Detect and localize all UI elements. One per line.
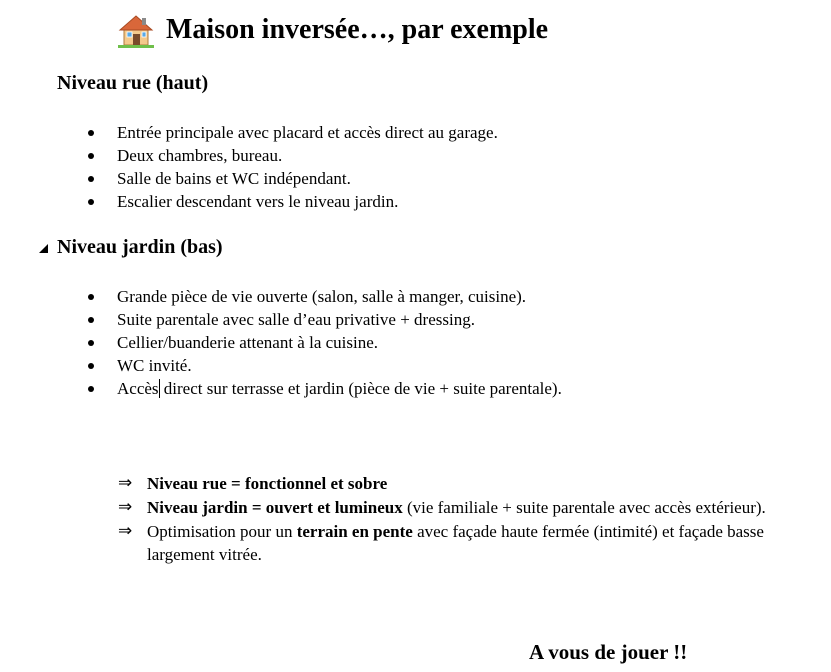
list-item bbox=[86, 377, 562, 400]
list-item bbox=[86, 331, 562, 354]
list-item bbox=[86, 167, 498, 190]
bullet-icon bbox=[88, 130, 94, 136]
list-item bbox=[86, 190, 498, 213]
conclusion-item bbox=[118, 496, 808, 519]
list-item-text: Accès bbox=[117, 379, 159, 398]
page-title bbox=[118, 10, 548, 50]
bullet-icon bbox=[88, 386, 94, 392]
section-heading-niveau-rue: Niveau rue (haut) bbox=[57, 72, 209, 94]
list-item-text: Entrée principale avec placard et accès direct au garage. bbox=[117, 123, 498, 142]
collapse-triangle-icon[interactable] bbox=[37, 242, 49, 254]
bullet-icon bbox=[88, 153, 94, 159]
bullet-icon bbox=[88, 176, 94, 182]
bullet-icon bbox=[88, 363, 94, 369]
conclusion-list bbox=[118, 472, 808, 567]
conclusion-item bbox=[118, 520, 808, 566]
list-item bbox=[86, 144, 498, 167]
bullet-icon bbox=[88, 317, 94, 323]
conclusion-bold-text: Niveau jardin = ouvert et lumineux bbox=[147, 498, 403, 517]
list-item-text: Grande pièce de vie ouverte (salon, salle à manger, cuisine). bbox=[117, 287, 527, 306]
section-heading-text: Niveau jardin (bas) bbox=[57, 236, 223, 258]
list-item-text: Salle de bains et WC indépendant. bbox=[117, 169, 351, 188]
list-item-text: WC invité. bbox=[117, 356, 192, 375]
list-item bbox=[86, 354, 562, 377]
implies-arrow-icon: ⇒ bbox=[118, 473, 133, 493]
closing-text: A vous de jouer !! bbox=[529, 640, 688, 664]
list-item-text: Cellier/buanderie attenant à la cuisine. bbox=[117, 333, 379, 352]
conclusion-bold-text: Niveau rue = fonctionnel et sobre bbox=[147, 474, 388, 493]
list-item bbox=[86, 121, 498, 144]
section-heading-niveau-jardin bbox=[37, 236, 223, 259]
conclusion-item bbox=[118, 472, 808, 495]
bullet-icon bbox=[88, 294, 94, 300]
bullet-icon bbox=[88, 199, 94, 205]
conclusion-text: (vie familiale + suite parentale avec accès extérieur). bbox=[402, 498, 766, 517]
bullet-list-niveau-rue bbox=[86, 121, 498, 213]
implies-arrow-icon: ⇒ bbox=[118, 497, 133, 517]
list-item-text: Suite parentale avec salle d’eau privative + dressing. bbox=[117, 310, 475, 329]
conclusion-text: Optimisation pour un bbox=[147, 522, 297, 541]
house-icon bbox=[118, 12, 154, 48]
conclusion-text: avec façade haute fermée (intimité) et façade basse largement vitrée. bbox=[147, 522, 764, 564]
conclusion-bold-text: terrain en pente bbox=[296, 522, 413, 541]
bullet-list-niveau-jardin bbox=[86, 285, 562, 400]
list-item bbox=[86, 285, 562, 308]
list-item-text: Deux chambres, bureau. bbox=[117, 146, 283, 165]
implies-arrow-icon: ⇒ bbox=[118, 521, 133, 541]
page-title-text: Maison inversée…, par exemple bbox=[166, 14, 549, 45]
bullet-icon bbox=[88, 340, 94, 346]
list-item-text: Escalier descendant vers le niveau jardin. bbox=[117, 192, 399, 211]
list-item-text: direct sur terrasse et jardin (pièce de vie + suite parentale). bbox=[159, 379, 562, 398]
list-item bbox=[86, 308, 562, 331]
